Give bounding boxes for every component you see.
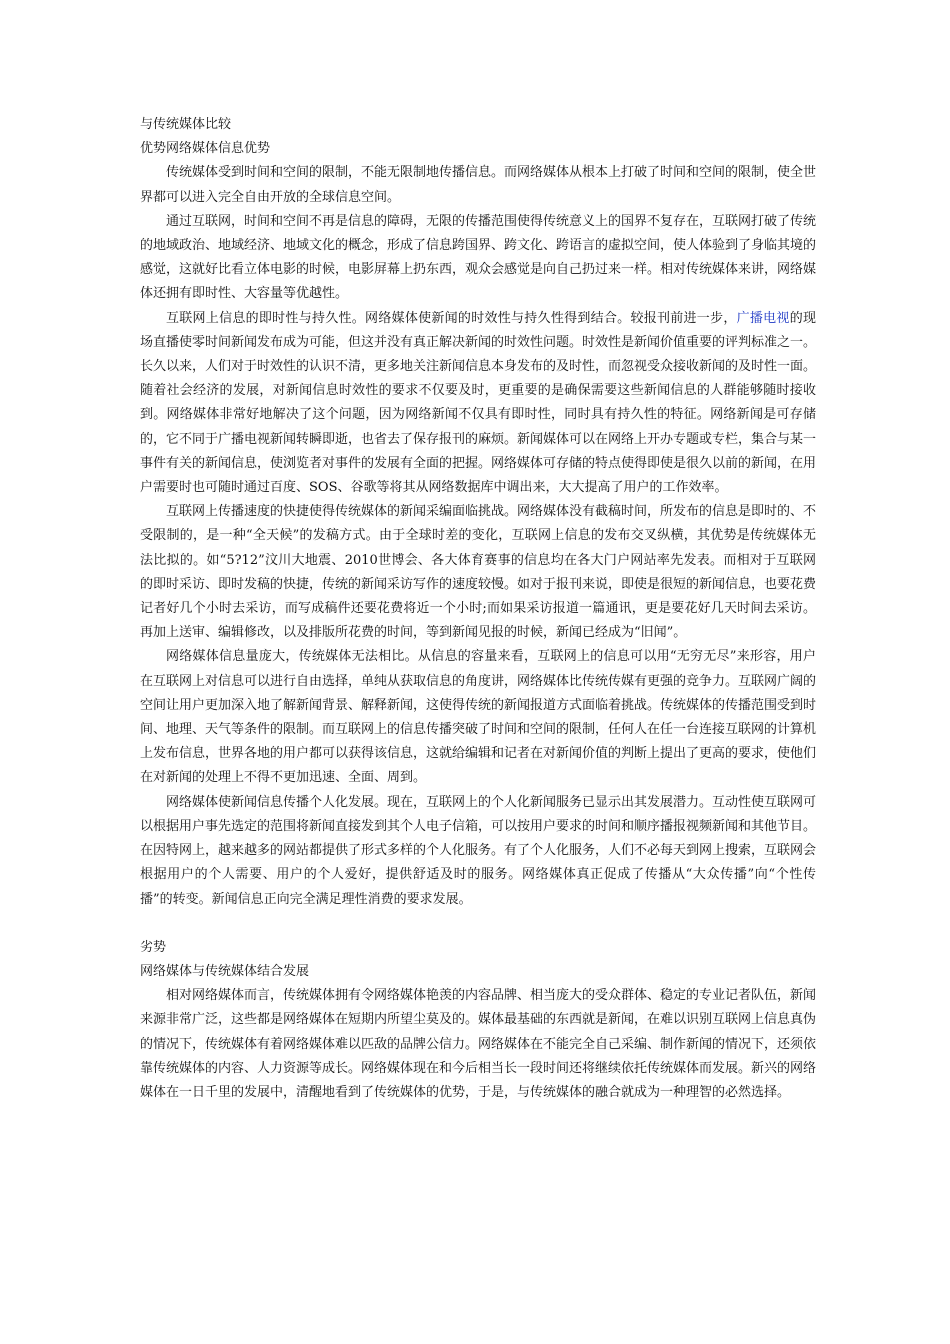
paragraph-timeliness-start: 互联网上信息的即时性与持久性。网络媒体使新闻的时效性与持久性得到结合。较报刊前进一步， [166, 310, 737, 326]
section-title-disadvantages: 劣势 [140, 939, 167, 955]
document-body [140, 113, 816, 1105]
section-title-comparison: 与传统媒体比较 [140, 117, 232, 132]
paragraph-integration: 相对网络媒体而言，传统媒体拥有令网络媒体艳羡的内容品牌、相当庞大的受众群体、稳定的专业记者队伍，新闻来源非常广泛，这些都是网络媒体在短期内所望尘莫及的。媒体最基础的东西就是新闻，在难以识别互联网上信息真伪的情况下，传统媒体有着网络媒体难以匹敌的品牌公信力。网络媒体在不能完全自己采编、制作新闻的情况下，还须依靠传统媒体的内容、人力资源等成长。网络媒体现在和今后相当长一段时间还将继续依托传统媒体而发展。新兴的网络媒体在一日千里的发展中，清醒地看到了传统媒体的优势，于是，与传统媒体的融合就成为一种理智的必然选择。 [140, 988, 817, 1100]
paragraph-personalization: 网络媒体使新闻信息传播个人化发展。现在，互联网上的个人化新闻服务已显示出其发展潜力。互动性使互联网可以根据用户事先选定的范围将新闻直接发到其个人电子信箱，可以按用户要求的时间和顺序播报视频新闻和其他节目。在因特网上，越来越多的网站都提供了形式多样的个人化服务。有了个人化服务，人们不必每天到网上搜索，互联网会根据用户的个人需要、用户的个人爱好，提供舒适及时的服务。网络媒体真正促成了传播从“大众传播”向“个性传播”的转变。新闻信息正向完全满足理性消费的要求发展。 [140, 794, 817, 907]
paragraph-internet-borders: 通过互联网，时间和空间不再是信息的障碍，无限的传播范围使得传统意义上的国界不复存在，互联网打破了传统的地域政治、地域经济、地域文化的概念，形成了信息跨国界、跨文化、跨语言的虚拟空间，使人体验到了身临其境的感觉，这就好比看立体电影的时候，电影屏幕上扔东西，观众会感觉是向自己扔过来一样。相对传统媒体来讲，网络媒体还拥有即时性、大容量等优越性。 [140, 213, 817, 302]
paragraph-timeliness-rest: 的现场直播使零时间新闻发布成为可能，但这并没有真正解决新闻的时效性问题。时效性是新闻价值重要的评判标准之一。长久以来，人们对于时效性的认识不清，更多地关注新闻信息本身发布的及时性，而忽视受众接收新闻的及时性一面。随着社会经济的发展，对新闻信息时效性的要求不仅要及时，更重要的是确保需要这些新闻信息的人群能够随时接收到。网络媒体非常好地解决了这个问题，因为网络新闻不仅具有即时性，同时具有持久性的特征。网络新闻是可存储的，它不同于广播电视新闻转瞬即逝，也省去了保存报刊的麻烦。新闻媒体可以在网络上开办专题或专栏，集合与某一事件有关的新闻信息，使浏览者对事件的发展有全面的把握。网络媒体可存储的特点使得即使是很久以前的新闻，在用户需要时也可随时通过百度、SOS、谷歌等将其从网络数据库中调出来，大大提高了用户的工作效率。 [140, 310, 817, 496]
section-subtitle-advantages: 优势网络媒体信息优势 [140, 141, 271, 157]
section-spacer [140, 912, 816, 936]
paragraph-time-space: 传统媒体受到时间和空间的限制，不能无限制地传播信息。而网络媒体从根本上打破了时间和空间的限制，使全世界都可以进入完全自由开放的全球信息空间。 [140, 165, 817, 205]
broadcast-tv-link[interactable]: 广播电视 [736, 310, 790, 326]
paragraph-speed: 互联网上传播速度的快捷使得传统媒体的新闻采编面临挑战。网络媒体没有截稿时间，所发布的信息是即时的、不受限制的，是一种“全天候”的发稿方式。由于全球时差的变化，互联网上信息的发布交叉纵横，其优势是传统媒体无法比拟的。如“5?12”汶川大地震、2010世博会、各大体育赛事的信息均在各大门户网站率先发表。而相对于互联网的即时采访、即时发稿的快捷，传统的新闻采访写作的速度较慢。如对于报刊来说，即使是很短的新闻信息，也要花费记者好几个小时去采访，而写成稿件还要花费将近一个小时;而如果采访报道一篇通讯，更是要花好几天时间去采访。再加上送审、编辑修改，以及排版所花费的时间，等到新闻见报的时候，新闻已经成为“旧闻”。 [140, 504, 817, 641]
paragraph-timeliness [140, 307, 816, 501]
section-subtitle-integration: 网络媒体与传统媒体结合发展 [140, 963, 310, 979]
paragraph-capacity: 网络媒体信息量庞大，传统媒体无法相比。从信息的容量来看，互联网上的信息可以用“无穷无尽”来形容，用户在互联网上对信息可以进行自由选择，单纯从获取信息的角度讲，网络媒体比传统传媒有更强的竞争力。互联网广阔的空间让用户更加深入地了解新闻背景、解释新闻，这使得传统的新闻报道方式面临着挑战。传统媒体的传播范围受到时间、地理、天气等条件的限制。而互联网上的信息传播突破了时间和空间的限制，任何人在任一台连接互联网的计算机上发布信息，世界各地的用户都可以获得该信息，这就给编辑和记者在对新闻价值的判断上提出了更高的要求，使他们在对新闻的处理上不得不更加迅速、全面、周到。 [140, 649, 817, 786]
